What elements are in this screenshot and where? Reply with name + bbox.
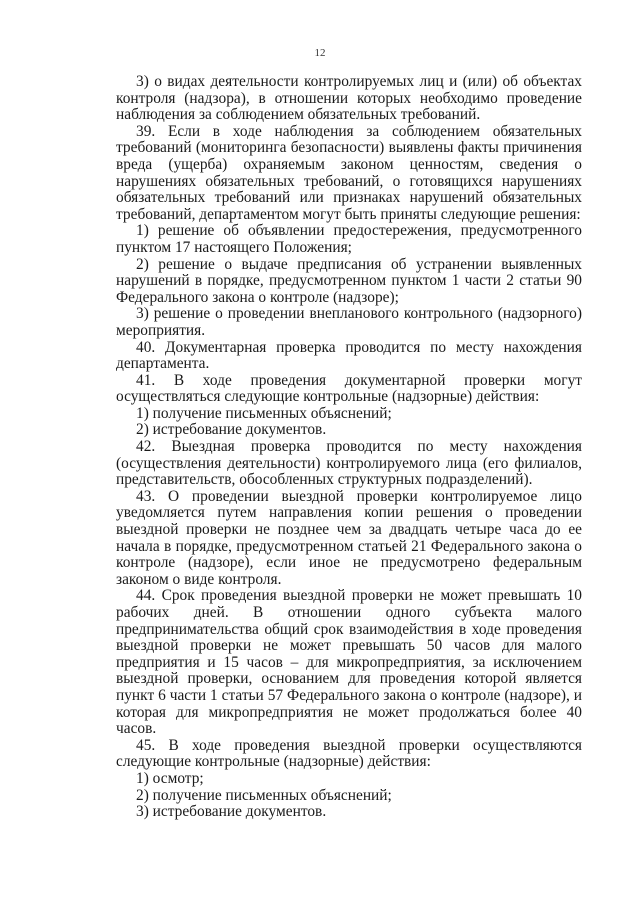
paragraph-39-item-2: 2) решение о выдаче предписания об устранении выявленных нарушений в порядке, предусмотренном пунктом 1 части 2 статьи 90 Федерального закона о контроле (надзоре); [116, 255, 582, 306]
page-number: 12 [314, 47, 326, 59]
paragraph-42-onsite-inspection: 42. Выездная проверка проводится по месту нахождения (осуществления деятельности) контролируемого лица (его филиалов, представительств, обособленных структурных подразделений). [116, 438, 582, 489]
paragraph-45-item-2: 2) получение письменных объяснений; [136, 786, 392, 804]
paragraph-44-inspection-duration: 44. Срок проведения выездной проверки не может превышать 10 рабочих дней. В отношении одного субъекта малого предпринимательства общий срок взаимодействия в ходе проведения выездной проверки не может превышать 50 часов для малого предприятия и 15 часов – для микропредприятия, за исключением выездной проверки, основанием для проведения которой является пункт 6 части 1 статьи 57 Федерального закона о контроле (надзоре), и которая для микропредприятия не может продолжаться более 40 часов. [116, 587, 582, 738]
paragraph-39-item-1: 1) решение об объявлении предостережения, предусмотренного пунктом 17 настоящего Положения; [116, 222, 582, 256]
paragraph-45-item-3: 3) истребование документов. [136, 803, 327, 821]
paragraph-45-onsite-actions: 45. В ходе проведения выездной проверки осуществляются следующие контрольные (надзорные) действия: [116, 736, 582, 771]
paragraph-item-3-observation-types: 3) о видах деятельности контролируемых лиц и (или) об объектах контроля (надзора), в отношении которых необходимо проведение наблюдения за соблюдением обязательных требований. [116, 73, 582, 124]
paragraph-41-item-1: 1) получение письменных объяснений; [136, 404, 392, 422]
paragraph-43-notification: 43. О проведении выездной проверки контролируемое лицо уведомляется путем направления копии решения о проведении выездной проверки не позднее чем за двадцать четыре часа до ее начала в порядке, предусмотренном статьей 21 Федерального закона о контроле (надзоре), если иное не предусмотрено федеральным законом о виде контроля. [116, 487, 582, 588]
paragraph-39-observation-results: 39. Если в ходе наблюдения за соблюдением обязательных требований (мониторинга безопасности) выявлены факты причинения вреда (ущерба) охраняемым законом ценностям, сведения о нарушениях обязательных требований, о готовящихся нарушениях обязательных требований или признаках нарушений обязательных требований, департаментом могут быть приняты следующие решения: [116, 122, 582, 223]
paragraph-39-item-3: 3) решение о проведении внепланового контрольного (надзорного) мероприятия. [116, 305, 582, 339]
paragraph-40-documentary-inspection: 40. Документарная проверка проводится по месту нахождения департамента. [116, 338, 582, 373]
paragraph-45-item-1: 1) осмотр; [136, 769, 204, 787]
document-body [116, 74, 582, 821]
paragraph-41-item-2: 2) истребование документов. [136, 421, 327, 439]
paragraph-41-documentary-actions: 41. В ходе проведения документарной проверки могут осуществляться следующие контрольные (надзорные) действия: [116, 371, 582, 406]
